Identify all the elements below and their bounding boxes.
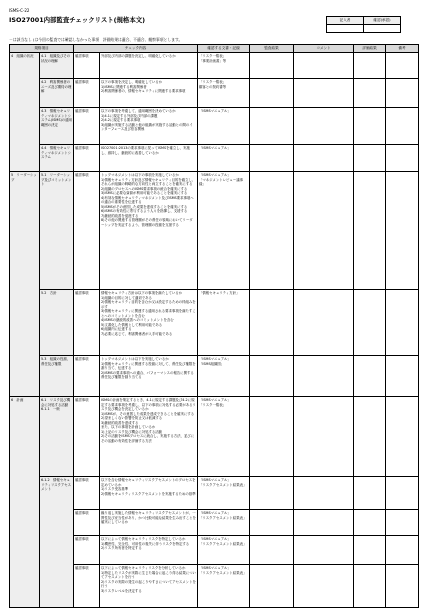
docs-cell: 「ISMSマニュアル」 「リスクアセスメント結果表」 [198, 477, 250, 510]
docs-cell: 「ISMSマニュアル」 [198, 145, 250, 172]
type-cell: 確認事項 [74, 397, 100, 477]
check-cell: 情報セキュリティ方針は以下の事項を満たしているか 1)組織の目的に対して適切である 2)情報セキュリティ目的を含むか又は設定するための枠組みを示す 3)情報セキュリティに関連する適用される要求事項を満たすことへのコミットメントを含む 4)ISMSの継続的改善へのコミットメントを含む 5)文書化した情報として利用可能である 6)組織内に伝達する 7)必要に応じて、利害関係者が入手可能である [100, 290, 198, 356]
remarks-cell[interactable] [386, 108, 419, 145]
comment-cell[interactable] [294, 397, 354, 477]
evaluation-cell[interactable] [354, 145, 386, 172]
type-cell: 確認事項 [74, 477, 100, 510]
subclause-cell: 5.3 組織の役割、責任及び権限 [40, 356, 74, 397]
type-cell: 確認事項 [74, 53, 100, 79]
remarks-cell[interactable] [386, 145, 419, 172]
subclause-cell: 5.1 リーダーシップ及びコミットメント [40, 172, 74, 290]
subclause-cell: 4.2 利害関係者のニーズ及び期待の理解 [40, 79, 74, 108]
subclause-cell: 6.1.2 情報セキュリティリスクアセスメント [40, 477, 74, 608]
remarks-cell[interactable] [386, 477, 419, 510]
type-cell: 確認事項 [74, 172, 100, 290]
check-cell: 以下によって情報セキュリティリスクを特定しているか 1)機密性、完全性、可用性の喪失に伴うリスクを特定する 2)リスク所有者を特定する [100, 536, 198, 565]
evaluation-cell[interactable] [354, 53, 386, 79]
checklist-table [9, 44, 419, 608]
remarks-cell[interactable] [386, 290, 419, 356]
subclause-cell: 6.1 リスク及び機会に対処する活動 6.1.1 一般 [40, 397, 74, 477]
type-cell: 確認事項 [74, 565, 100, 608]
result-cell[interactable] [250, 477, 294, 510]
sign-header-writer: 記入者 [327, 17, 364, 25]
remarks-cell[interactable] [386, 536, 419, 565]
col-header-clause: 規格項目 [10, 45, 74, 53]
check-cell: 以下の事項を考慮して、適用範囲を決めているか 1)4.1に規定する外部及び内部の課題 2)4.2に規定する要求事項 3)組織が実施する活動と他の組織が実施する活動との間のインターフェース及び依存関係 [100, 108, 198, 145]
type-cell: 確認事項 [74, 510, 100, 536]
subclause-cell: 4.1 組織及びその状況の理解 [40, 53, 74, 79]
check-cell: 以下を含む情報セキュリティリスクアセスメントのプロセスを定めているか 1)リスク受容基準 2)情報セキュリティリスクアセスメントを実施するための基準 [100, 477, 198, 510]
remarks-cell[interactable] [386, 356, 419, 397]
comment-cell[interactable] [294, 356, 354, 397]
clause-cell: 5 リーダーシップ [10, 172, 40, 397]
remarks-cell[interactable] [386, 397, 419, 477]
result-cell[interactable] [250, 536, 294, 565]
check-cell: 以下によって情報セキュリティリスクを分析しているか 1)特定したリスクが実際に生じた場合に起こり得る結果についてアセスメントを行う 2)リスクの実際の発生の起こりやすさについてアセスメントを行う 3)リスクレベルを決定する [100, 565, 198, 608]
remarks-cell[interactable] [386, 79, 419, 108]
result-cell[interactable] [250, 79, 294, 108]
docs-cell: 「ISMSマニュアル」 「リスクアセスメント結果表」 [198, 510, 250, 536]
result-cell[interactable] [250, 397, 294, 477]
table-row [10, 356, 419, 397]
type-cell: 確認事項 [74, 356, 100, 397]
table-row [10, 79, 419, 108]
table-row [10, 172, 419, 290]
col-header-comment: コメント [294, 45, 354, 53]
type-cell: 確認事項 [74, 290, 100, 356]
check-cell: 外部及び内部の課題を決定し、明確化しているか [100, 53, 198, 79]
result-cell[interactable] [250, 108, 294, 145]
type-cell: 確認事項 [74, 79, 100, 108]
clause-cell: 4 組織の状況 [10, 53, 40, 172]
comment-cell[interactable] [294, 79, 354, 108]
remarks-cell[interactable] [386, 565, 419, 608]
evaluation-cell[interactable] [354, 79, 386, 108]
check-cell: ISO27001:2013の要求事項に従ってISMSを確立し、実施し、維持し、継続的に改善しているか [100, 145, 198, 172]
docs-cell: 「ISMSマニュアル」 [198, 108, 250, 145]
comment-cell[interactable] [294, 290, 354, 356]
legend-note: －は該当なし (は今回の監査では確認しなかった事項 評価結果は適合、不適合、観察事項とします。 [9, 37, 183, 42]
subclause-cell: 5.2 方針 [40, 290, 74, 356]
result-cell[interactable] [250, 510, 294, 536]
evaluation-cell[interactable] [354, 172, 386, 290]
docs-cell: 「ISMSマニュアル」 「リスク一覧表」 [198, 397, 250, 477]
sign-header-approver: 確認(承認) [364, 17, 401, 25]
check-cell: 以下の事項を決定し、明確化しているか 1)ISMSに関連する利害関係者 2)利害関係者の、情報セキュリティに関連する要求事項 [100, 79, 198, 108]
type-cell: 確認事項 [74, 108, 100, 145]
evaluation-cell[interactable] [354, 108, 386, 145]
check-cell: 繰り返し実施した情報セキュリティリスクアセスメントが、一貫性及び妥当性があり、かつ比較可能な結果を生み出すことを確実にしているか [100, 510, 198, 536]
col-header-remarks: 備考 [386, 45, 419, 53]
evaluation-cell[interactable] [354, 397, 386, 477]
table-row [10, 290, 419, 356]
comment-cell[interactable] [294, 477, 354, 510]
sign-cell-approver[interactable] [364, 25, 401, 33]
docs-cell: 「リスク一覧表」 「事業計画書」等 [198, 53, 250, 79]
table-row [10, 53, 419, 79]
evaluation-cell[interactable] [354, 290, 386, 356]
type-cell: 確認事項 [74, 536, 100, 565]
comment-cell[interactable] [294, 145, 354, 172]
remarks-cell[interactable] [386, 510, 419, 536]
col-header-evaluation: 評価結果 [354, 45, 386, 53]
comment-cell[interactable] [294, 565, 354, 608]
docs-cell: 「情報セキュリティ方針」 [198, 290, 250, 356]
table-row [10, 108, 419, 145]
check-cell: ISMSの計画を策定するとき、4.1に規定する課題及び4.2に規定する要求事項を考慮し、以下の事項に対処する必要があるリスク及び機会を決定しているか 1)ISMSが、その意図した成果を達成できることを確実にする 2)望ましくない影響を防止又は低減する 3)継続的改善を達成する また、以下の事項を計画しているか 1)上記のリスク及び機会に対処する活動 2)その活動をISMSプロセスに統合し、実施する方法、並びにその活動の有効性を評価する方法 [100, 397, 198, 477]
col-header-check: チェック内容 [74, 45, 198, 53]
comment-cell[interactable] [294, 108, 354, 145]
comment-cell[interactable] [294, 536, 354, 565]
sign-cell-writer[interactable] [327, 25, 364, 33]
result-cell[interactable] [250, 172, 294, 290]
docs-cell: 「ISMSマニュアル」 「ISMS組織図」 [198, 356, 250, 397]
sign-box [326, 16, 401, 33]
result-cell[interactable] [250, 145, 294, 172]
result-cell[interactable] [250, 356, 294, 397]
type-cell: 確認事項 [74, 145, 100, 172]
docs-cell: 「ISMSマニュアル」 「リスクアセスメント結果表」 [198, 565, 250, 608]
col-header-docs: 確認する文書・記録 [198, 45, 250, 53]
check-cell: トップマネジメントは以下の事項を実施しているか 1)情報セキュリティ方針及び情報セキュリティ目的を確立し、それらが組織の戦略的な方向性と両立することを確実にする 2)組織のプロセスへのISMS要求事項の統合を確実にする 3)ISMSに必要な資源が利用可能であることを確実にする 4)有効な情報セキュリティマネジメント及びISMS要求事項への適合の重要性を伝達する 5)ISMSがその意図した成果を達成することを確実にする 6)ISMSの有効性に寄与するよう人々を指揮し、支援する 7)継続的改善を促進する 8)その他の関連する管理層がその責任の領域においてリーダーシップを実証するよう、管理層の役割を支援する [100, 172, 198, 290]
remarks-cell[interactable] [386, 172, 419, 290]
document-id: ISMS-C-22 [9, 8, 30, 13]
evaluation-cell[interactable] [354, 356, 386, 397]
page-title: ISO27001内部監査チェックリスト(規格本文) [9, 16, 146, 24]
result-cell[interactable] [250, 290, 294, 356]
subclause-cell: 4.3 情報セキュリティマネジメントシステム(ISMS)の適用範囲の決定 [40, 108, 74, 145]
evaluation-cell[interactable] [354, 536, 386, 565]
check-cell: トップマネジメントは以下を実施しているか 1)情報セキュリティに関連する役割に対して、責任及び権限を割り当て、伝達する 2)ISMSの要求事項への適合、パフォーマンスの報告に関する責任及び権限を割り当てる [100, 356, 198, 397]
evaluation-cell[interactable] [354, 477, 386, 510]
docs-cell: 「リスク一覧表」 顧客との契約書等 [198, 79, 250, 108]
result-cell[interactable] [250, 53, 294, 79]
table-row [10, 145, 419, 172]
table-row [10, 397, 419, 477]
docs-cell: 「ISMSマニュアル」 「マネジメントレビュー議事録」 [198, 172, 250, 290]
comment-cell[interactable] [294, 510, 354, 536]
evaluation-cell[interactable] [354, 565, 386, 608]
clause-cell: 6 計画 [10, 397, 40, 608]
result-cell[interactable] [250, 565, 294, 608]
evaluation-cell[interactable] [354, 510, 386, 536]
comment-cell[interactable] [294, 172, 354, 290]
table-header-row [10, 45, 419, 53]
col-header-result: 監査結果 [250, 45, 294, 53]
subclause-cell: 4.4 情報セキュリティマネジメントシステム [40, 145, 74, 172]
comment-cell[interactable] [294, 53, 354, 79]
table-row [10, 477, 419, 510]
docs-cell: 「ISMSマニュアル」 「リスクアセスメント結果表」 [198, 536, 250, 565]
remarks-cell[interactable] [386, 53, 419, 79]
